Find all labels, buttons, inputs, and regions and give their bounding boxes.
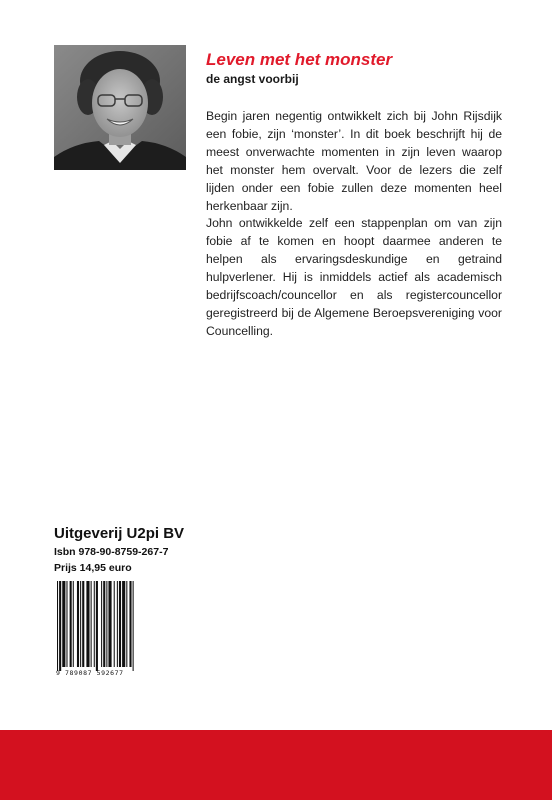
barcode-bar (94, 581, 95, 667)
barcode-bar (114, 581, 115, 667)
barcode-bar (126, 581, 127, 667)
barcode-bar (66, 581, 67, 667)
book-title: Leven met het monster (206, 50, 393, 69)
barcode-bar (82, 581, 84, 667)
barcode-bar (86, 581, 89, 667)
blurb (206, 108, 502, 341)
barcode-bar (70, 581, 72, 667)
publisher-name: Uitgeverij U2pi BV (54, 525, 185, 542)
barcode-bar (59, 581, 61, 671)
barcode-bar (108, 581, 111, 667)
footer-band (0, 730, 552, 800)
barcode-bar (77, 581, 79, 667)
barcode-bar (96, 581, 98, 671)
barcode-bar (103, 581, 105, 667)
book-subtitle: de angst voorbij (206, 72, 299, 86)
barcode-bar (101, 581, 102, 667)
blurb-paragraph: John ontwikkelde zelf een stappenplan om van zijn fobie af te komen en hoopt daarmee anderen te helpen als ervaringsdeskundige en getraind hulpverlener. Hij is inmiddels actief als academisch bedrijfscoach/councellor en als registercouncellor geregistreerd bij de Algemene Beroepsvereniging voor Councelling. (206, 216, 502, 338)
author-photo (54, 45, 186, 170)
barcode-bar (62, 581, 65, 667)
barcode-bar (133, 581, 134, 671)
barcode-bar (91, 581, 92, 667)
barcode-bar (129, 581, 131, 667)
barcode-bar (80, 581, 81, 667)
barcode-bar (57, 581, 58, 671)
barcode-bar (73, 581, 74, 667)
barcode-bar (119, 581, 121, 667)
isbn-number: Isbn 978-90-8759-267-7 (54, 546, 169, 558)
barcode-digits: 9 789087 592677 (56, 669, 124, 677)
barcode-bar (106, 581, 107, 667)
price-label: Prijs 14,95 euro (54, 562, 132, 574)
barcode-bar (122, 581, 125, 667)
barcode-bar (117, 581, 118, 667)
blurb-paragraph: Begin jaren negentig ontwikkelt zich bij John Rijsdijk een fobie, zijn ‘monster’. In dit boek beschrijft hij de meest onverwachte momenten in zijn leven waarop het monster hem overvalt. Voor de lezers die zelf lijden onder een fobie zullen deze momenten heel herkenbaar zijn. (206, 109, 502, 213)
